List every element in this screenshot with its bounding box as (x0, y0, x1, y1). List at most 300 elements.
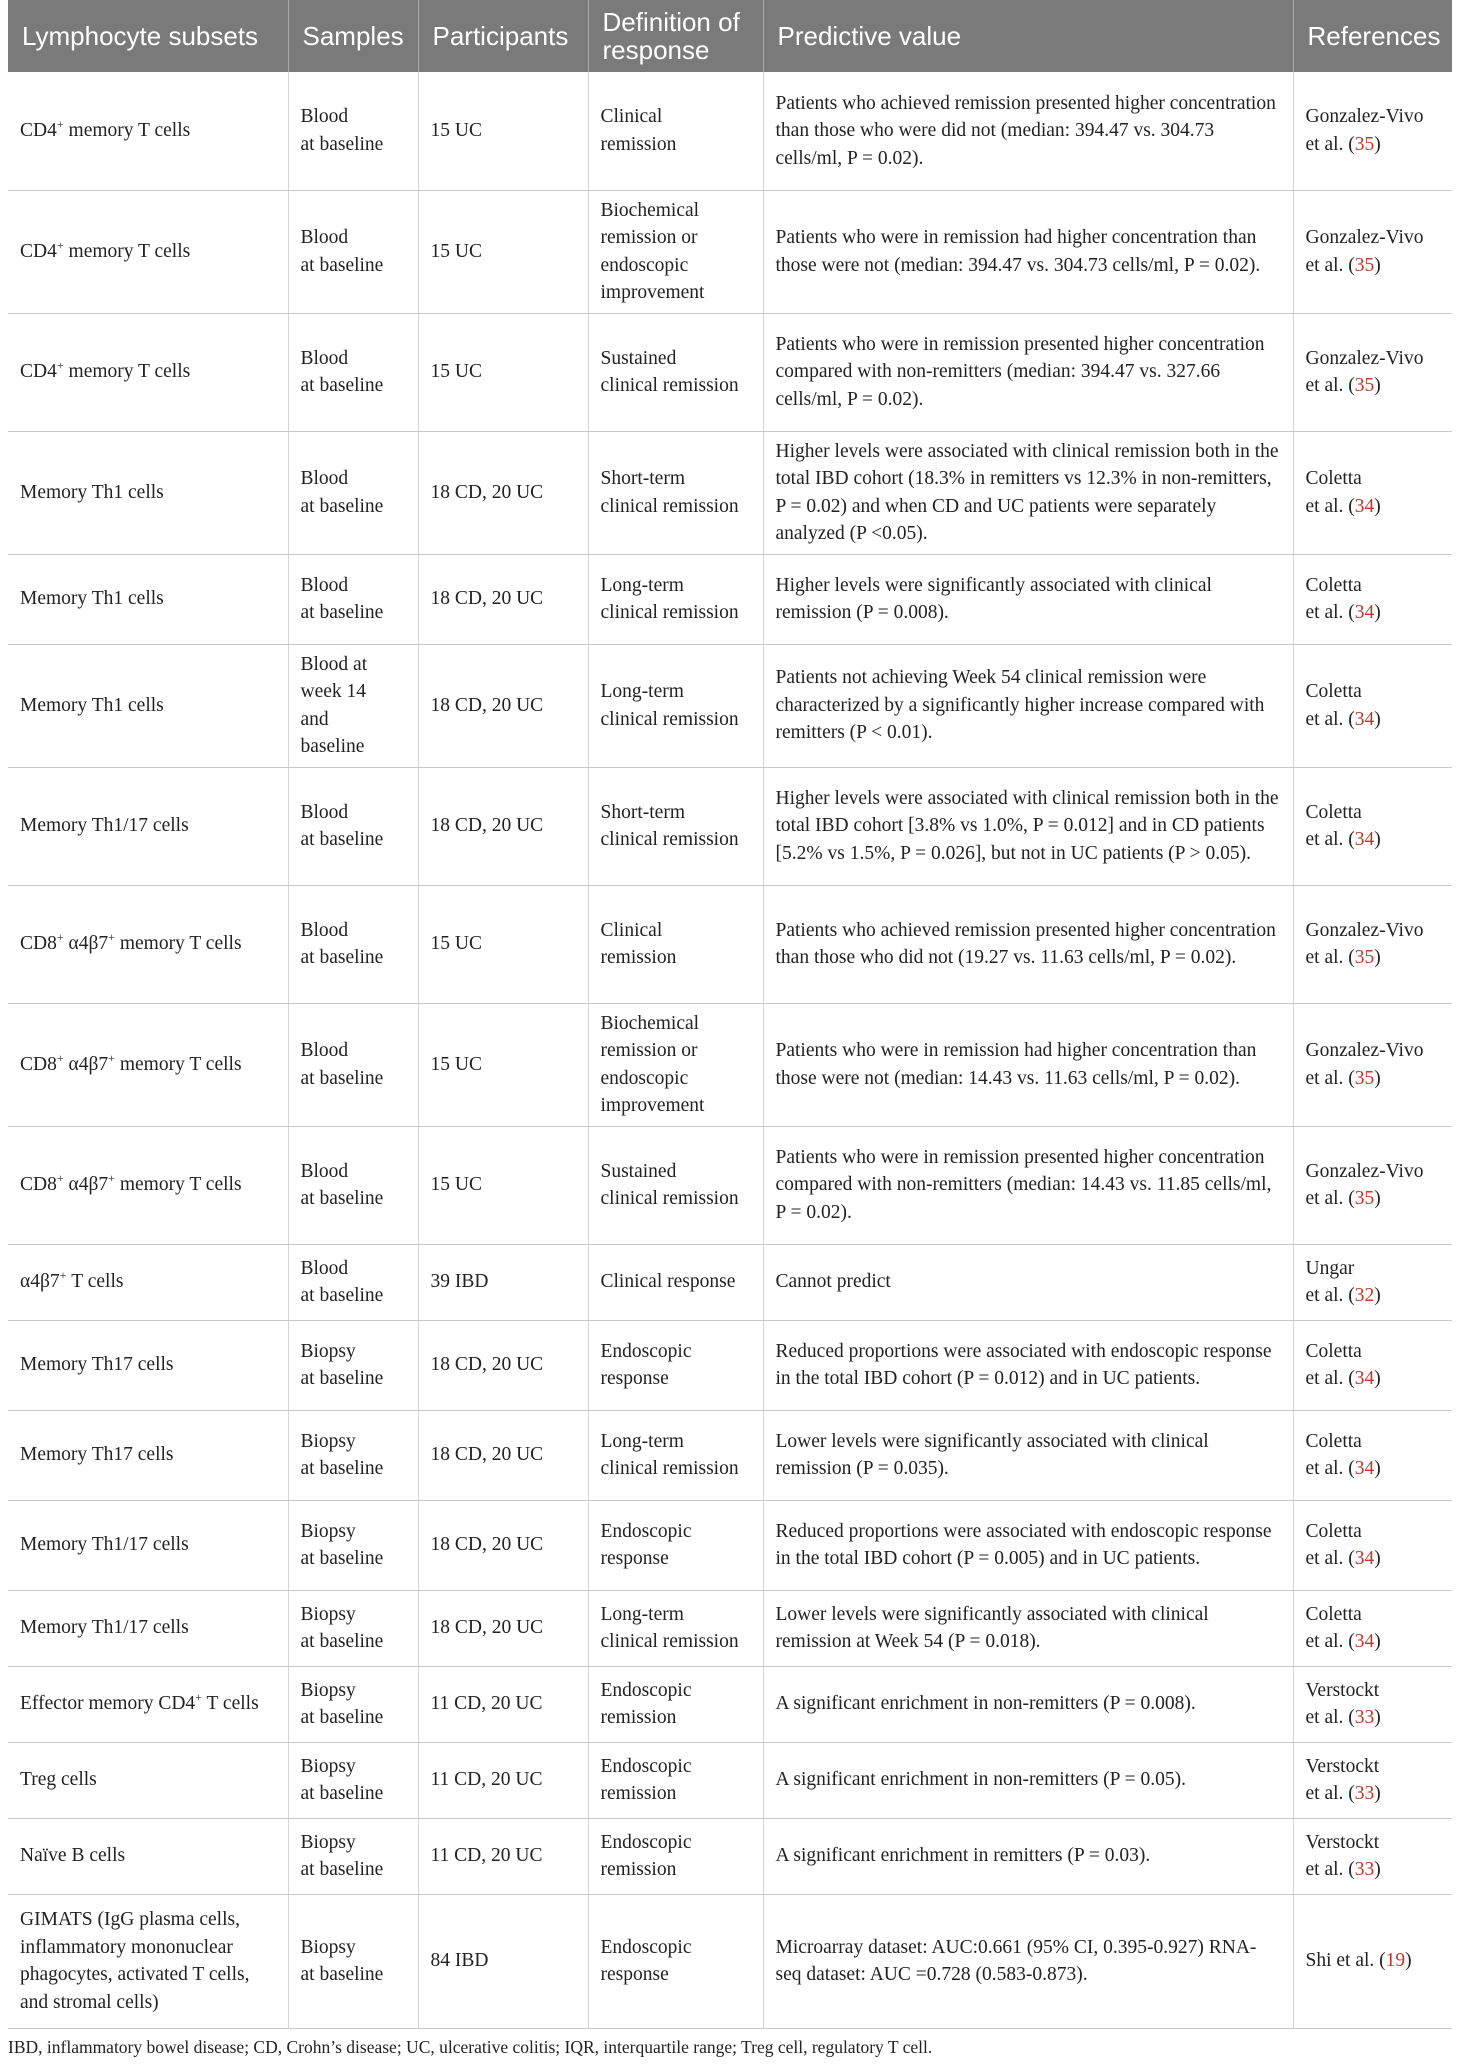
response-line: clinical remission (600, 495, 739, 517)
cell-lymphocyte-subset: CD8+ α4β7+ memory T cells (8, 885, 288, 1003)
cell-lymphocyte-subset: Memory Th1/17 cells (8, 1590, 288, 1666)
cell-reference (1293, 1818, 1452, 1894)
cell-reference (1293, 1742, 1452, 1818)
cell-predictive-value: Patients not achieving Week 54 clinical remission were characterized by a significantly higher increase compared with remitters (P < 0.01). (763, 644, 1293, 767)
table-row (8, 1818, 1452, 1894)
samples-line: at baseline (300, 1859, 384, 1880)
reference-line (1306, 131, 1441, 159)
cell-participants: 11 CD, 20 UC (418, 1742, 588, 1818)
reference-number: 35 (1354, 133, 1375, 155)
cell-predictive-value: Patients who achieved remission presented higher concentration than those who did not (19.27 vs. 11.63 cells/ml, P = 0.02). (763, 885, 1293, 1003)
cell-predictive-value: Microarray dataset: AUC:0.661 (95% CI, 0.395-0.927) RNA-seq dataset: AUC =0.728 (0.583-0.873). (763, 1894, 1293, 2028)
reference-text: et al. ( (1305, 947, 1355, 968)
cell-lymphocyte-subset: Memory Th1/17 cells (8, 767, 288, 885)
reference-number: 19 (1385, 1950, 1406, 1972)
response-line: clinical remission (600, 708, 739, 730)
reference-line (1306, 678, 1441, 706)
reference-close-paren: ) (1374, 602, 1381, 623)
samples-line: Blood (300, 347, 349, 369)
cell-lymphocyte-subset: Naïve B cells (8, 1818, 288, 1894)
cell-samples (288, 1590, 418, 1666)
cell-samples (288, 1894, 418, 2028)
reference-line (1306, 1158, 1441, 1186)
table-footnote: IBD, inflammatory bowel disease; CD, Crohn’s disease; UC, ulcerative colitis; IQR, interquartile range; Treg cell, regulatory T cell. (8, 2036, 933, 2057)
reference-line (1306, 252, 1441, 280)
table-row (8, 767, 1452, 885)
cell-definition-of-response (588, 767, 763, 885)
response-line: clinical remission (600, 375, 739, 396)
reference-text: et al. ( (1305, 1067, 1355, 1089)
reference-close-paren: ) (1374, 1188, 1381, 1209)
cell-reference (1293, 1320, 1452, 1410)
reference-number: 34 (1354, 829, 1375, 850)
reference-number: 34 (1354, 602, 1375, 623)
reference-text: et al. ( (1305, 1859, 1355, 1880)
samples-line: at baseline (300, 1783, 384, 1804)
cell-lymphocyte-subset: Memory Th1/17 cells (8, 1500, 288, 1590)
reference-line (1306, 1545, 1441, 1573)
reference-number: 33 (1354, 1707, 1375, 1728)
reference-line (1306, 1704, 1441, 1732)
response-line: clinical remission (600, 829, 739, 850)
response-line: Long-term (600, 574, 684, 596)
response-line: Biochemical (600, 199, 700, 221)
reference-text: Coletta (1305, 468, 1362, 489)
reference-text: Verstockt (1305, 1755, 1380, 1777)
response-line: Long-term (600, 681, 684, 702)
cell-predictive-value: Lower levels were significantly associated with clinical remission (P = 0.035). (763, 1410, 1293, 1500)
cell-predictive-value: Higher levels were associated with clinical remission both in the total IBD cohort [3.8% vs 1.0%, P = 0.012] and in CD patients [5.2% vs 1.5%, P = 0.026], but not in UC patients (P > 0.05). (763, 767, 1293, 885)
reference-line (1306, 1628, 1441, 1656)
reference-text: Gonzalez-Vivo (1305, 1160, 1424, 1182)
reference-text: et al. ( (1305, 1458, 1355, 1479)
cell-reference (1293, 313, 1452, 431)
samples-line: Blood (300, 1040, 349, 1061)
response-line: endoscopic (600, 1067, 689, 1089)
reference-text: Coletta (1305, 574, 1362, 596)
samples-line: Biopsy (300, 1430, 356, 1452)
reference-text: Gonzalez-Vivo (1305, 347, 1424, 369)
reference-line (1306, 826, 1441, 854)
reference-line (1306, 1518, 1441, 1546)
response-line: Sustained (600, 1160, 677, 1182)
reference-number: 34 (1354, 1631, 1375, 1652)
reference-line (1306, 1282, 1441, 1310)
samples-line: Biopsy (300, 1340, 356, 1362)
cell-definition-of-response (588, 885, 763, 1003)
samples-line: Biopsy (300, 1679, 356, 1701)
cell-samples (288, 1410, 418, 1500)
samples-line: at baseline (300, 1285, 384, 1306)
reference-text: Coletta (1305, 801, 1362, 823)
samples-line: week 14 (300, 681, 367, 702)
reference-text: Coletta (1305, 1340, 1362, 1362)
reference-line (1306, 345, 1441, 373)
table-row (8, 1244, 1452, 1320)
reference-line (1306, 1037, 1441, 1065)
cell-reference (1293, 1894, 1452, 2028)
samples-line: Blood (300, 574, 349, 596)
cell-samples (288, 313, 418, 431)
samples-line: at baseline (300, 1458, 384, 1479)
samples-line: Biopsy (300, 1936, 356, 1958)
cell-reference (1293, 644, 1452, 767)
response-line: Endoscopic (600, 1755, 692, 1777)
response-line: endoscopic (600, 254, 689, 276)
cell-participants: 11 CD, 20 UC (418, 1666, 588, 1742)
samples-line: at baseline (300, 1368, 384, 1389)
response-line: Endoscopic (600, 1520, 692, 1542)
header-row (8, 0, 1452, 72)
reference-text: et al. ( (1305, 375, 1355, 396)
cell-lymphocyte-subset: CD8+ α4β7+ memory T cells (8, 1126, 288, 1244)
reference-line (1306, 103, 1441, 131)
samples-line: Biopsy (300, 1520, 356, 1542)
cell-reference (1293, 72, 1452, 190)
response-line: remission (600, 1783, 677, 1804)
cell-predictive-value: A significant enrichment in non-remitters (P = 0.05). (763, 1742, 1293, 1818)
response-line: Clinical response (600, 1271, 736, 1293)
reference-text: et al. ( (1305, 254, 1355, 276)
cell-predictive-value: Higher levels were significantly associated with clinical remission (P = 0.008). (763, 554, 1293, 644)
cell-predictive-value: Patients who were in remission presented higher concentration compared with non-remitters (median: 394.47 vs. 327.66 cells/ml, P = 0.02). (763, 313, 1293, 431)
cell-samples (288, 72, 418, 190)
samples-line: at baseline (300, 947, 384, 968)
cell-predictive-value: Higher levels were associated with clinical remission both in the total IBD cohort (18.3% in remitters vs 12.3% in non-remitters, P = 0.02) and when CD and UC patients were separately analyzed (P <0.05). (763, 431, 1293, 554)
cell-participants: 18 CD, 20 UC (418, 644, 588, 767)
response-line: response (600, 1964, 669, 1985)
response-line: Sustained (600, 347, 677, 369)
header-predictive-value: Predictive value (763, 0, 1293, 72)
response-line: Short-term (600, 801, 685, 823)
cell-samples (288, 767, 418, 885)
cell-participants: 15 UC (418, 1126, 588, 1244)
reference-close-paren: ) (1374, 947, 1381, 968)
response-line: Endoscopic (600, 1340, 692, 1362)
response-line: Endoscopic (600, 1831, 692, 1853)
cell-lymphocyte-subset: Memory Th17 cells (8, 1320, 288, 1410)
cell-participants: 18 CD, 20 UC (418, 431, 588, 554)
reference-text: et al. ( (1305, 1631, 1355, 1652)
cell-definition-of-response (588, 1742, 763, 1818)
reference-line (1306, 372, 1441, 400)
reference-close-paren: ) (1374, 1631, 1381, 1652)
response-line: Endoscopic (600, 1679, 692, 1701)
cell-participants: 11 CD, 20 UC (418, 1818, 588, 1894)
reference-line (1306, 572, 1441, 600)
samples-line: at baseline (300, 1188, 384, 1209)
cell-samples (288, 1244, 418, 1320)
reference-line (1306, 1829, 1441, 1857)
reference-close-paren: ) (1374, 495, 1381, 517)
header-samples: Samples (288, 0, 418, 72)
reference-text: et al. ( (1305, 1285, 1355, 1306)
reference-close-paren: ) (1374, 708, 1381, 730)
reference-line (1306, 1753, 1441, 1781)
samples-line: Biopsy (300, 1831, 356, 1853)
cell-predictive-value: A significant enrichment in remitters (P = 0.03). (763, 1818, 1293, 1894)
samples-line: at baseline (300, 829, 384, 850)
cell-predictive-value: Patients who were in remission had higher concentration than those were not (median: 14.43 vs. 11.63 cells/ml, P = 0.02). (763, 1003, 1293, 1126)
reference-text: et al. ( (1305, 1368, 1355, 1389)
reference-text: et al. ( (1305, 1783, 1355, 1804)
table-row (8, 554, 1452, 644)
reference-close-paren: ) (1374, 254, 1381, 276)
reference-text: Coletta (1305, 1603, 1362, 1625)
table-body (8, 72, 1452, 2028)
reference-text: Coletta (1305, 1520, 1362, 1542)
reference-close-paren: ) (1374, 1707, 1381, 1728)
reference-close-paren: ) (1405, 1950, 1412, 1972)
reference-close-paren: ) (1374, 1783, 1381, 1804)
samples-line: and (300, 708, 329, 730)
reference-line (1306, 917, 1441, 945)
reference-text: Ungar (1305, 1257, 1355, 1279)
reference-number: 35 (1354, 947, 1375, 968)
reference-line (1306, 599, 1441, 627)
reference-text: Gonzalez-Vivo (1305, 919, 1424, 941)
reference-number: 33 (1354, 1859, 1375, 1880)
response-line: Short-term (600, 468, 685, 489)
cell-samples (288, 190, 418, 313)
reference-close-paren: ) (1374, 1548, 1381, 1569)
table-row (8, 1666, 1452, 1742)
reference-text: et al. ( (1305, 829, 1355, 850)
reference-text: et al. ( (1305, 708, 1355, 730)
reference-close-paren: ) (1374, 1067, 1381, 1089)
cell-lymphocyte-subset: CD4+ memory T cells (8, 190, 288, 313)
reference-text: Coletta (1305, 1430, 1362, 1452)
reference-text: Shi et al. ( (1305, 1950, 1386, 1972)
cell-samples (288, 1818, 418, 1894)
table-row (8, 190, 1452, 313)
response-line: Long-term (600, 1430, 684, 1452)
samples-line: Blood (300, 468, 349, 489)
cell-samples (288, 644, 418, 767)
table-container (8, 0, 1452, 2058)
samples-line: Blood (300, 106, 349, 128)
cell-participants: 18 CD, 20 UC (418, 1500, 588, 1590)
cell-lymphocyte-subset: Treg cells (8, 1742, 288, 1818)
cell-reference (1293, 1666, 1452, 1742)
reference-text: et al. ( (1305, 602, 1355, 623)
samples-line: Blood (300, 227, 349, 248)
table-row (8, 1410, 1452, 1500)
cell-definition-of-response (588, 1818, 763, 1894)
reference-line (1306, 1185, 1441, 1213)
samples-line: Biopsy (300, 1603, 356, 1625)
reference-text: Verstockt (1305, 1679, 1380, 1701)
reference-close-paren: ) (1374, 1285, 1381, 1306)
cell-definition-of-response (588, 1666, 763, 1742)
cell-lymphocyte-subset: Effector memory CD4+ T cells (8, 1666, 288, 1742)
response-line: clinical remission (600, 1631, 739, 1652)
reference-number: 35 (1354, 375, 1375, 396)
response-line: improvement (600, 1095, 705, 1116)
reference-text: et al. ( (1305, 1707, 1355, 1728)
cell-lymphocyte-subset: Memory Th1 cells (8, 644, 288, 767)
cell-definition-of-response (588, 1003, 763, 1126)
table-row (8, 644, 1452, 767)
cell-reference (1293, 1590, 1452, 1666)
cell-participants: 18 CD, 20 UC (418, 767, 588, 885)
cell-participants: 15 UC (418, 1003, 588, 1126)
cell-definition-of-response (588, 72, 763, 190)
reference-close-paren: ) (1374, 1458, 1381, 1479)
samples-line: Blood (300, 1257, 349, 1279)
cell-participants: 18 CD, 20 UC (418, 554, 588, 644)
reference-line (1306, 1677, 1441, 1705)
cell-samples (288, 1666, 418, 1742)
cell-definition-of-response (588, 1410, 763, 1500)
reference-number: 32 (1354, 1285, 1375, 1306)
cell-samples (288, 1003, 418, 1126)
reference-text: Verstockt (1305, 1831, 1380, 1853)
reference-line (1306, 1428, 1441, 1456)
table-row (8, 1003, 1452, 1126)
cell-predictive-value: Lower levels were significantly associated with clinical remission at Week 54 (P = 0.018). (763, 1590, 1293, 1666)
reference-text: Gonzalez-Vivo (1305, 227, 1424, 248)
cell-predictive-value: Patients who were in remission had higher concentration than those were not (median: 394.47 vs. 304.73 cells/ml, P = 0.02). (763, 190, 1293, 313)
response-line: clinical remission (600, 1188, 739, 1209)
samples-line: Blood at (300, 653, 368, 675)
reference-number: 34 (1354, 1368, 1375, 1389)
cell-definition-of-response (588, 1590, 763, 1666)
samples-line: at baseline (300, 602, 384, 623)
cell-definition-of-response (588, 1126, 763, 1244)
cell-participants: 84 IBD (418, 1894, 588, 2028)
response-line: Endoscopic (600, 1936, 692, 1958)
table-row (8, 1894, 1452, 2028)
cell-participants: 39 IBD (418, 1244, 588, 1320)
cell-lymphocyte-subset: Memory Th1 cells (8, 554, 288, 644)
cell-lymphocyte-subset: CD4+ memory T cells (8, 72, 288, 190)
reference-line (1306, 1455, 1441, 1483)
cell-samples (288, 1500, 418, 1590)
reference-close-paren: ) (1374, 829, 1381, 850)
reference-line (1306, 1947, 1441, 1975)
reference-close-paren: ) (1374, 133, 1381, 155)
response-line: response (600, 1548, 669, 1569)
response-line: response (600, 1368, 669, 1389)
reference-line (1306, 1065, 1441, 1093)
cell-reference (1293, 1126, 1452, 1244)
samples-line: at baseline (300, 254, 384, 276)
cell-reference (1293, 1410, 1452, 1500)
response-line: remission or (600, 227, 698, 248)
response-line: remission (600, 1859, 677, 1880)
table-row (8, 885, 1452, 1003)
reference-line (1306, 1338, 1441, 1366)
reference-line (1306, 944, 1441, 972)
samples-line: at baseline (300, 1631, 384, 1652)
reference-line (1306, 706, 1441, 734)
response-line: Clinical (600, 106, 663, 128)
response-line: remission (600, 133, 677, 155)
reference-text: Coletta (1305, 681, 1362, 702)
cell-samples (288, 1742, 418, 1818)
reference-number: 34 (1354, 1458, 1375, 1479)
cell-lymphocyte-subset: Memory Th17 cells (8, 1410, 288, 1500)
samples-line: at baseline (300, 133, 384, 155)
samples-line: Blood (300, 919, 349, 941)
cell-definition-of-response (588, 1894, 763, 2028)
cell-samples (288, 1126, 418, 1244)
response-line: clinical remission (600, 602, 739, 623)
reference-line (1306, 465, 1441, 493)
reference-number: 35 (1354, 1067, 1375, 1089)
cell-lymphocyte-subset: CD8+ α4β7+ memory T cells (8, 1003, 288, 1126)
cell-participants: 15 UC (418, 885, 588, 1003)
cell-lymphocyte-subset: CD4+ memory T cells (8, 313, 288, 431)
cell-predictive-value: Patients who were in remission presented higher concentration compared with non-remitters (median: 14.43 vs. 11.85 cells/ml, P = 0.02). (763, 1126, 1293, 1244)
reference-line (1306, 1255, 1441, 1283)
cell-predictive-value: A significant enrichment in non-remitters (P = 0.008). (763, 1666, 1293, 1742)
cell-reference (1293, 885, 1452, 1003)
cell-definition-of-response (588, 313, 763, 431)
table-row (8, 1320, 1452, 1410)
reference-number: 34 (1354, 708, 1375, 730)
reference-line (1306, 224, 1441, 252)
response-line: clinical remission (600, 1458, 739, 1479)
cell-participants: 15 UC (418, 190, 588, 313)
reference-number: 35 (1354, 254, 1375, 276)
cell-definition-of-response (588, 1500, 763, 1590)
reference-line (1306, 1365, 1441, 1393)
table-row (8, 313, 1452, 431)
response-line: Long-term (600, 1603, 684, 1625)
samples-line: at baseline (300, 1707, 384, 1728)
reference-text: et al. ( (1305, 1188, 1355, 1209)
samples-line: Biopsy (300, 1755, 356, 1777)
cell-lymphocyte-subset: α4β7+ T cells (8, 1244, 288, 1320)
cell-samples (288, 885, 418, 1003)
reference-close-paren: ) (1374, 1859, 1381, 1880)
cell-predictive-value: Cannot predict (763, 1244, 1293, 1320)
reference-close-paren: ) (1374, 1368, 1381, 1389)
response-line: remission (600, 947, 677, 968)
reference-text: et al. ( (1305, 133, 1355, 155)
cell-definition-of-response (588, 554, 763, 644)
reference-text: Gonzalez-Vivo (1305, 1040, 1424, 1061)
cell-reference (1293, 431, 1452, 554)
samples-line: at baseline (300, 495, 384, 517)
cell-reference (1293, 1244, 1452, 1320)
cell-predictive-value: Reduced proportions were associated with endoscopic response in the total IBD cohort (P = 0.005) and in UC patients. (763, 1500, 1293, 1590)
lymphocyte-predictive-table (8, 0, 1452, 2029)
samples-line: at baseline (300, 1548, 384, 1569)
cell-participants: 18 CD, 20 UC (418, 1320, 588, 1410)
table-row (8, 72, 1452, 190)
cell-reference (1293, 190, 1452, 313)
samples-line: at baseline (300, 1964, 384, 1985)
cell-participants: 15 UC (418, 313, 588, 431)
cell-reference (1293, 767, 1452, 885)
header-definition-of-response: Definition of response (588, 0, 763, 72)
cell-participants: 18 CD, 20 UC (418, 1590, 588, 1666)
cell-reference (1293, 1003, 1452, 1126)
cell-lymphocyte-subset: Memory Th1 cells (8, 431, 288, 554)
cell-samples (288, 1320, 418, 1410)
cell-reference (1293, 1500, 1452, 1590)
cell-definition-of-response (588, 190, 763, 313)
cell-predictive-value: Reduced proportions were associated with endoscopic response in the total IBD cohort (P = 0.012) and in UC patients. (763, 1320, 1293, 1410)
response-line: Clinical (600, 919, 663, 941)
table-row (8, 1742, 1452, 1818)
header-references: References (1293, 0, 1452, 72)
response-line: improvement (600, 282, 705, 303)
reference-number: 34 (1354, 1548, 1375, 1569)
